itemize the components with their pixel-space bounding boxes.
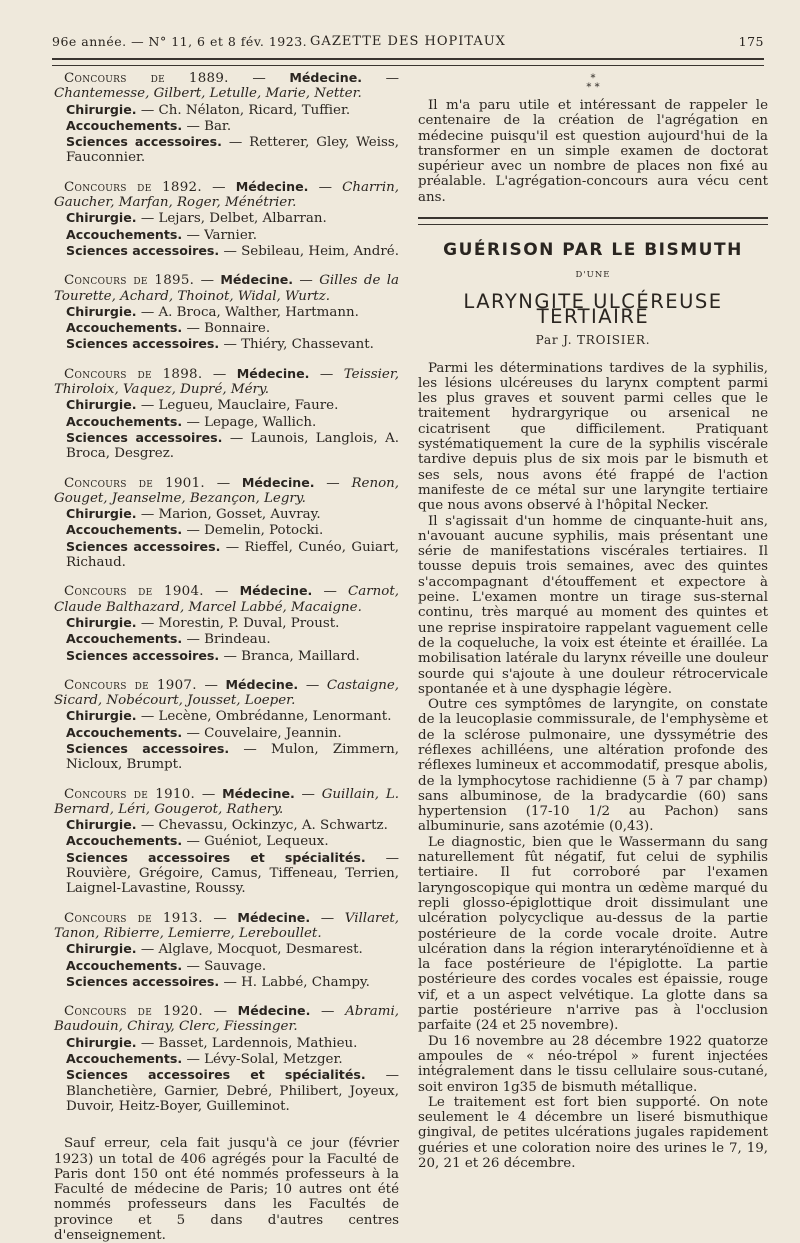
issue-info: 96e année. — N° 11, 6 et 8 fév. 1923. [52, 34, 308, 49]
discipline-label: Médecine. [235, 178, 309, 194]
discipline-line: Accouchements. — Bar. [66, 117, 232, 134]
agreges-names: Retterer, Gley, Weiss, Fauconnier. [66, 135, 400, 166]
discipline-label: Chirurgie. [66, 506, 137, 522]
discipline-label: Accouchements. [66, 226, 183, 242]
agreges-names: Branca, Maillard. [241, 648, 360, 664]
concours-heading: Concours de 1889. — Médecine. — Chantemesse, Gilbert, Letulle, Marie, Netter. [54, 70, 400, 102]
discipline-label: Accouchements. [66, 957, 183, 973]
discipline-label: Sciences accessoires. [66, 429, 223, 445]
discipline-line: Accouchements. — Varnier. [66, 226, 257, 243]
discipline-label: Chirurgie. [66, 817, 137, 833]
agreges-names: Lepage, Wallich. [204, 414, 317, 430]
discipline-line: Sciences accessoires. — H. Labbé, Champy. [66, 973, 370, 990]
agreges-names: Teissier, Thiroloix, Vaquez, Dupré, Méry. [54, 366, 400, 398]
agreges-names: Castaigne, Sicard, Nobécourt, Jousset, Loeper. [54, 677, 400, 709]
concours-year: Concours de 1907. [64, 677, 197, 693]
concours-year: Concours de 1898. [64, 366, 203, 382]
article-subtitle: LARYNGITE ULCÉREUSE TERTIAIRE [463, 289, 723, 328]
agreges-names: Varnier. [204, 227, 257, 243]
discipline-line: Chirurgie. — Ch. Nélaton, Ricard, Tuffier. [66, 101, 351, 118]
agreges-names: Lejars, Delbet, Albarran. [158, 211, 327, 227]
discipline-label: Chirurgie. [66, 941, 137, 957]
agreges-names: Couvelaire, Jeannin. [204, 725, 342, 741]
discipline-line: Chirurgie. — Marion, Gosset, Auvray. [66, 506, 321, 523]
discipline-line: Sciences accessoires. — Retterer, Gley, Weiss, Fauconnier. [66, 134, 400, 166]
agreges-names: Mulon, Zimmern, Nicloux, Brumpt. [66, 741, 400, 773]
discipline-label: Sciences accessoires. [66, 336, 220, 352]
discipline-label: Sciences accessoires. [66, 973, 220, 989]
agreges-names: Renon, Gouget, Jeanselme, Bezançon, Legry. [54, 475, 400, 506]
entry-gap [54, 990, 399, 1003]
discipline-label: Chirurgie. [66, 614, 137, 630]
discipline-line: Chirurgie. — Chevassu, Ockinzyc, A. Schwartz. [66, 817, 388, 834]
left-column [54, 70, 399, 1243]
discipline-line: Chirurgie. — Alglave, Mocquot, Desmarest. [66, 941, 363, 958]
body-paragraph: Du 16 novembre au 28 décembre 1922 quatorze ampoules de « néo-trépol » furent injectées intégralement dans le tissu cellulaire sous-cutané, soit environ 1g35 de bismuth métallique. [418, 1033, 768, 1095]
agreges-names: Ch. Nélaton, Ricard, Tuffier. [158, 102, 351, 118]
concours-heading: Concours de 1904. — Médecine. — Carnot, Claude Balthazard, Marcel Labbé, Macaigne. [54, 583, 399, 615]
agreges-names: Bar. [204, 118, 232, 134]
closing-paragraph: Sauf erreur, cela fait jusqu'à ce jour (février 1923) un total de 406 agrégés pour la Faculté de Paris dont 150 ont été nommés professeurs à la Faculté de médecine de Paris; 10 autres ont été nommés professeurs dans les Facultés de province et 5 dans d'autres centres d'enseignement. [54, 1136, 399, 1243]
discipline-label: Accouchements. [66, 320, 183, 336]
entry-gap [54, 353, 399, 366]
agreges-names: Chevassu, Ockinzyc, A. Schwartz. [158, 818, 388, 834]
agreges-names: Thiéry, Chassevant. [241, 337, 374, 353]
agreges-names: Rieffel, Cunéo, Guiart, Richaud. [66, 539, 399, 571]
agreges-names: Chantemesse, Gilbert, Letulle, Marie, Netter. [54, 86, 362, 102]
concours-heading: Concours de 1892. — Médecine. — Charrin, Gaucher, Marfan, Roger, Ménétrier. [54, 178, 399, 211]
discipline-label: Accouchements. [66, 522, 183, 538]
agreges-names: Lecène, Ombrédanne, Lenormant. [158, 709, 392, 725]
entry-gap [54, 570, 399, 583]
agreges-names: Demelin, Potocki. [204, 523, 324, 539]
concours-heading: Concours de 1913. — Médecine. — Villaret, Tanon, Ribierre, Lemierre, Lereboullet. [54, 909, 400, 941]
body-paragraph: Le traitement est fort bien supporté. On note seulement le 4 décembre un liseré bismuthique gingival, de petites ulcérations jugales rapidement guéries et une coloration noire des urines le 7, 19, 20, 21 et 26 décembre. [418, 1094, 768, 1171]
entry-gap [54, 897, 399, 910]
discipline-line: Sciences accessoires et spécialités. — Rouvière, Grégoire, Camus, Tiffeneau, Terrien, Laignel-Lavastine, Roussy. [66, 849, 399, 897]
discipline-line: Chirurgie. — Lecène, Ombrédanne, Lenormant. [66, 708, 392, 725]
body-paragraph: Parmi les déterminations tardives de la syphilis, les lésions ulcéreuses du larynx comptent parmi les plus graves et souvent parmi celles que le traitement hydrargyrique ou arsenical ne cicatrisent que difficilement. Pratiquant systématiquement la cure de la syphilis viscérale tardive depuis plus de six mois par le bismuth et ses sels, nous avons été frappé de l'action manifeste de ce métal sur une laryngite tertiaire que nous avons observé à l'hôpital Necker. [418, 360, 768, 514]
discipline-label: Sciences accessoires et spécialités. [66, 849, 366, 865]
journal-title: GAZETTE DES HOPITAUX [310, 34, 506, 49]
concours-year: Concours de 1889. [64, 71, 229, 86]
discipline-label: Médecine. [289, 70, 363, 85]
discipline-line: Sciences accessoires. — Launois, Langlois, A. Broca, Desgrez. [66, 429, 399, 462]
entry-gap [54, 259, 399, 272]
agreges-names: Gilles de la Tourette, Achard, Thoinot, Widal, Wurtz. [54, 273, 400, 304]
agreges-names: A. Broca, Walther, Hartmann. [158, 304, 359, 320]
discipline-line: Chirurgie. — Morestin, P. Duval, Proust. [66, 614, 340, 631]
discipline-label: Chirurgie. [66, 397, 137, 413]
agreges-names: Brindeau. [204, 632, 271, 648]
page-header [52, 34, 764, 56]
agreges-names: Guillain, L. Bernard, Léri, Gougerot, Rathery. [54, 786, 399, 817]
concours-year: Concours de 1892. [64, 179, 202, 195]
discipline-label: Accouchements. [66, 833, 183, 849]
discipline-line: Accouchements. — Bonnaire. [66, 320, 271, 337]
entry-gap [54, 664, 399, 677]
article-title: GUÉRISON PAR LE BISMUTH [443, 240, 743, 261]
discipline-label: Médecine. [237, 909, 311, 925]
concours-year: Concours de 1904. [64, 584, 204, 600]
discipline-label: Chirurgie. [66, 101, 137, 117]
agreges-names: Marion, Gosset, Auvray. [158, 507, 321, 523]
discipline-line: Sciences accessoires. — Branca, Maillard. [66, 647, 360, 664]
discipline-line: Accouchements. — Sauvage. [66, 957, 267, 974]
concours-heading: Concours de 1907. — Médecine. — Castaigne, Sicard, Nobécourt, Jousset, Loeper. [54, 676, 400, 709]
agreges-names: Sauvage. [204, 958, 267, 974]
concours-heading: Concours de 1910. — Médecine. — Guillain, L. Bernard, Léri, Gougerot, Rathery. [54, 785, 399, 817]
agreges-names: Morestin, P. Duval, Proust. [158, 615, 340, 631]
concours-year: Concours de 1910. [64, 786, 196, 802]
section-rule [418, 217, 768, 225]
discipline-line: Chirurgie. — Lejars, Delbet, Albarran. [66, 210, 327, 227]
agreges-names: Alglave, Mocquot, Desmarest. [158, 942, 363, 958]
agreges-names: Rouvière, Grégoire, Camus, Tiffeneau, Terrien, Laignel-Lavastine, Roussy. [66, 866, 399, 897]
concours-heading: Concours de 1898. — Médecine. — Teissier, Thiroloix, Vaquez, Dupré, Méry. [54, 365, 400, 398]
agreges-names: Blanchetière, Garnier, Debré, Philibert, Joyeux, Duvoir, Heitz-Boyer, Guilleminot. [66, 1083, 399, 1114]
agreges-names: Lévy-Solal, Metzger. [204, 1052, 343, 1068]
concours-heading: Concours de 1901. — Médecine. — Renon, Gouget, Jeanselme, Bezançon, Legry. [54, 474, 400, 506]
discipline-label: Sciences accessoires. [66, 740, 230, 756]
discipline-label: Sciences accessoires et spécialités. [66, 1067, 366, 1083]
discipline-label: Sciences accessoires. [66, 647, 220, 663]
agreges-names: Carnot, Claude Balthazard, Marcel Labbé, Macaigne. [54, 584, 399, 615]
discipline-label: Accouchements. [66, 724, 183, 740]
body-paragraph: Le diagnostic, bien que le Wassermann du sang naturellement fût négatif, fut celui de syphilis tertiaire. Il fut corroboré par l'examen laryngoscopique qui montra un œdème marqué du repli glosso-épiglottique droit dissimulant une ulcération polycyclique au-dessus de la partie postérieure de la corde vocale droite. Autre ulcération dans la région interaryténoïdienne et à la face postérieure de l'épiglotte. La partie postérieure des cordes vocales est épaissie, rouge vif, et a un aspect velvétique. La glotte dans sa partie postérieure n'arrive pas à l'occlusion parfaite (24 et 25 novembre). [418, 834, 768, 1034]
agreges-names: Abrami, Baudouin, Chiray, Clerc, Fiessinger. [54, 1004, 399, 1035]
asterism: * * * [586, 73, 600, 93]
discipline-line: Sciences accessoires. — Mulon, Zimmern, Nicloux, Brumpt. [66, 740, 400, 773]
discipline-label: Médecine. [222, 785, 295, 801]
article-title-connector: D'UNE [575, 270, 611, 281]
discipline-line: Sciences accessoires. — Thiéry, Chassevant. [66, 336, 374, 353]
discipline-line: Accouchements. — Lepage, Wallich. [66, 413, 317, 430]
page-number: 175 [738, 34, 764, 49]
intro-paragraph: Il m'a paru utile et intéressant de rappeler le centenaire de la création de l'agrégation en médecine puisqu'il est question aujourd'hui de la transformer en un simple examen de doctorat supérieur avec un nombre de places non fixé au préalable. L'agrégation-concours aura vécu cent ans. [418, 98, 768, 205]
entry-gap [54, 462, 399, 475]
body-paragraph: Il s'agissait d'un homme de cinquante-huit ans, n'avouant aucune syphilis, mais présentant une série de manifestations viscérales tertiaires. Il tousse depuis trois semaines, avec des quintes s'accompagnant d'étouffement et expectore à peine. L'examen montre un tirage sus-sternal continu, très marqué au moment des quintes et une reprise inspiratoire rappelant vaguement celle de la coqueluche, la voix est éteinte et éraillée. La mobilisation latérale du larynx réveille une douleur sourde qui s'ajoute à une douleur rétrocervicale spontanée et à une dysphagie légère. [418, 513, 768, 697]
discipline-line: Accouchements. — Demelin, Potocki. [66, 522, 324, 539]
discipline-label: Chirurgie. [66, 708, 137, 724]
discipline-label: Médecine. [239, 583, 313, 599]
discipline-line: Accouchements. — Couvelaire, Jeannin. [66, 724, 342, 741]
concours-year: Concours de 1901. [64, 475, 205, 491]
discipline-label: Accouchements. [66, 631, 183, 647]
discipline-line: Chirurgie. — Legueu, Mauclaire, Faure. [66, 397, 339, 414]
discipline-line: Sciences accessoires. — Sebileau, Heim, André. [66, 242, 399, 259]
discipline-label: Médecine. [241, 474, 315, 490]
agreges-names: Villaret, Tanon, Ribierre, Lemierre, Lereboullet. [54, 910, 400, 941]
discipline-label: Chirurgie. [66, 1034, 137, 1050]
agreges-names: H. Labbé, Champy. [241, 974, 370, 990]
concours-heading: Concours de 1920. — Médecine. — Abrami, Baudouin, Chiray, Clerc, Fiessinger. [54, 1003, 399, 1035]
discipline-line: Accouchements. — Guéniot, Lequeux. [66, 833, 329, 850]
agreges-names: Legueu, Mauclaire, Faure. [158, 398, 339, 414]
agreges-names: Basset, Lardennois, Mathieu. [158, 1035, 358, 1051]
agreges-names: Sebileau, Heim, André. [241, 243, 399, 259]
entry-gap [54, 773, 399, 786]
header-rule [52, 58, 764, 66]
agreges-names: Bonnaire. [204, 321, 271, 337]
discipline-line: Chirurgie. — Basset, Lardennois, Mathieu. [66, 1034, 358, 1051]
agreges-names: Charrin, Gaucher, Marfan, Roger, Ménétrier. [54, 179, 399, 211]
agreges-names: Guéniot, Lequeux. [204, 834, 329, 850]
concours-year: Concours de 1920. [64, 1004, 203, 1020]
discipline-label: Accouchements. [66, 117, 183, 133]
concours-heading: Concours de 1895. — Médecine. — Gilles de la Tourette, Achard, Thoinot, Widal, Wurtz. [54, 272, 400, 304]
discipline-line: Sciences accessoires et spécialités. — Blanchetière, Garnier, Debré, Philibert, Joyeux, Duvoir, Heitz-Boyer, Guilleminot. [66, 1067, 399, 1114]
discipline-label: Médecine. [225, 676, 299, 692]
agreges-names: Launois, Langlois, A. Broca, Desgrez. [66, 430, 399, 462]
discipline-label: Médecine. [236, 365, 310, 381]
discipline-label: Médecine. [237, 1003, 311, 1019]
discipline-line: Accouchements. — Lévy-Solal, Metzger. [66, 1051, 343, 1068]
discipline-line: Sciences accessoires. — Rieffel, Cunéo, Guiart, Richaud. [66, 538, 399, 571]
discipline-line: Chirurgie. — A. Broca, Walther, Hartmann. [66, 303, 359, 320]
article-body [418, 361, 768, 1172]
concours-year: Concours de 1895. [64, 273, 195, 289]
body-paragraph: Outre ces symptômes de laryngite, on constate de la leucoplasie commissurale, de l'emphysème et de la sclérose pulmonaire, une dyssymétrie des réflexes achilléens, une altération profonde des réflexes lumineux et accommodatif, presque abolis, de la lymphocytose rachidienne (5 à 7 par champ) sans albuminose, de la bradycardie (60) sans hypertension (17-10 1/2 au Pachon) sans albuminurie, sans azotémie (0,43). [418, 697, 768, 835]
entry-gap [54, 166, 399, 179]
discipline-label: Médecine. [220, 272, 294, 288]
discipline-label: Accouchements. [66, 413, 183, 429]
discipline-label: Chirurgie. [66, 210, 137, 226]
right-column [418, 70, 768, 1171]
entry-gap [54, 1114, 399, 1136]
article-author: Par J. TROISIER. [535, 333, 651, 348]
discipline-label: Sciences accessoires. [66, 242, 220, 258]
concours-year: Concours de 1913. [64, 910, 203, 926]
discipline-label: Sciences accessoires. [66, 538, 221, 554]
discipline-label: Chirurgie. [66, 303, 137, 319]
discipline-label: Accouchements. [66, 1051, 183, 1067]
discipline-label: Sciences accessoires. [66, 134, 222, 150]
discipline-line: Accouchements. — Brindeau. [66, 631, 271, 648]
